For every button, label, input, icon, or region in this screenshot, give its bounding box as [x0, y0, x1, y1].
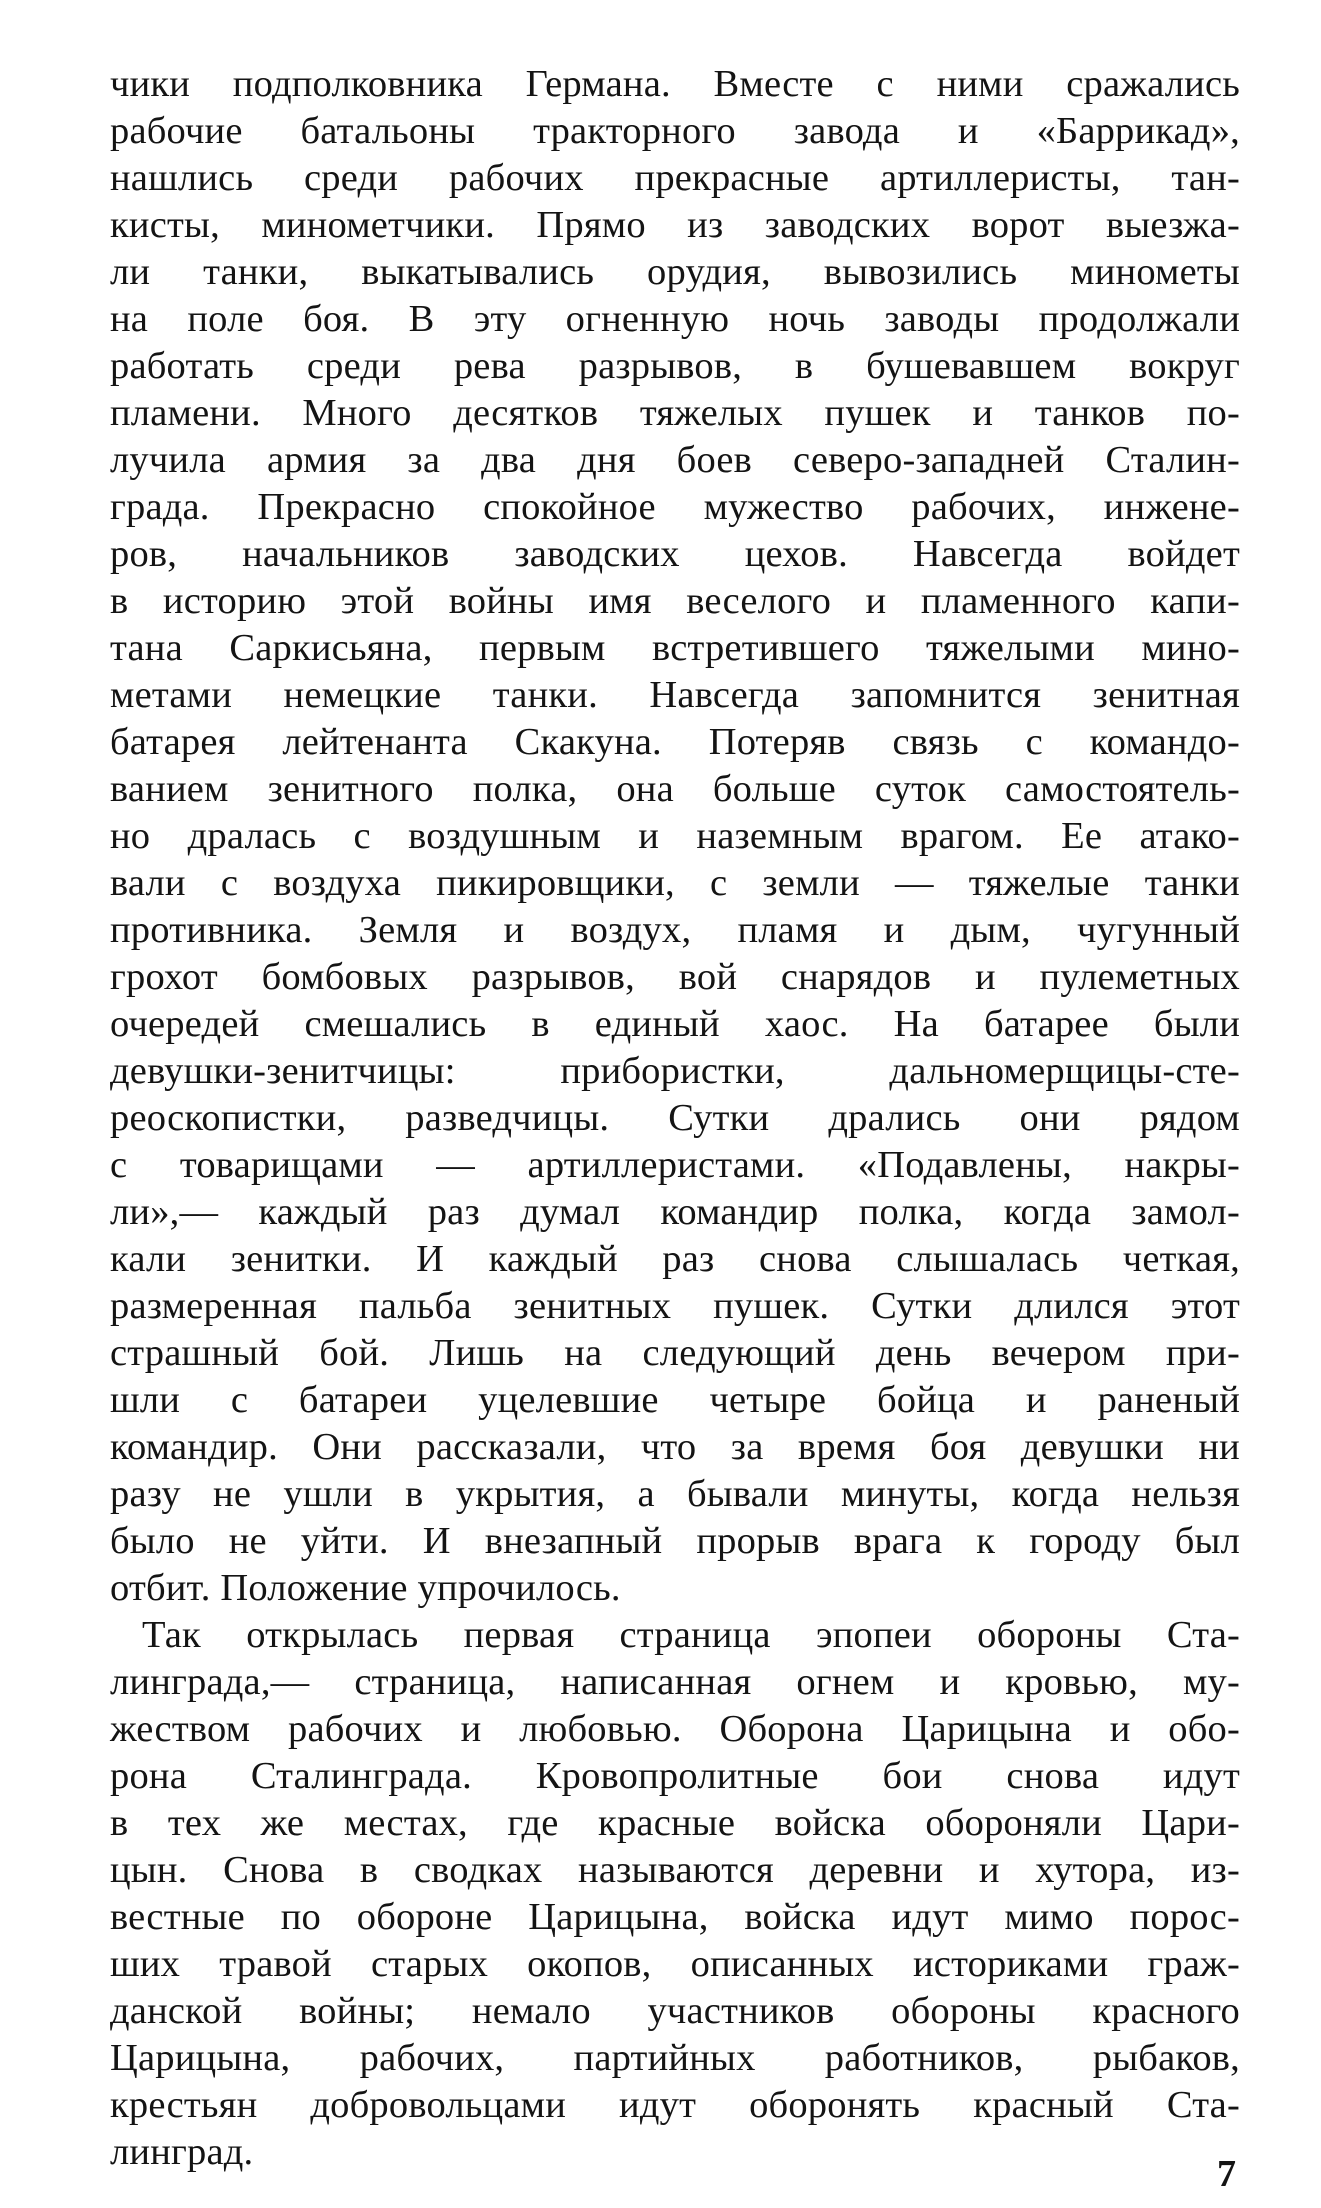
text-line: кисты, минометчики. Прямо из заводских ворот выезжа- — [110, 204, 1240, 246]
text-line: девушки-зенитчицы: прибористки, дальномерщицы-сте- — [110, 1050, 1240, 1092]
text-line: данской войны; немало участников обороны красного — [110, 1990, 1240, 2032]
text-line: вали с воздуха пикировщики, с земли — тяжелые танки — [110, 862, 1240, 904]
text-line: работать среди рева разрывов, в бушевавшем вокруг — [110, 345, 1240, 387]
text-line: чики подполковника Германа. Вместе с ними сражались — [110, 63, 1240, 105]
text-line: вестные по обороне Царицына, войска идут мимо порос- — [110, 1896, 1240, 1938]
text-line: ли танки, выкатывались орудия, вывозились минометы — [110, 251, 1240, 293]
text-line: метами немецкие танки. Навсегда запомнится зенитная — [110, 674, 1240, 716]
text-line: Так открылась первая страница эпопеи обороны Ста- — [142, 1614, 1240, 1656]
text-line: отбит. Положение упрочилось. — [110, 1567, 621, 1609]
text-line: лучила армия за два дня боев северо-западней Сталин- — [110, 439, 1240, 481]
text-line: реоскопистки, разведчицы. Сутки дрались они рядом — [110, 1097, 1240, 1139]
text-line: тана Саркисьяна, первым встретившего тяжелыми мино- — [110, 627, 1240, 669]
text-line: шли с батареи уцелевшие четыре бойца и раненый — [110, 1379, 1240, 1421]
text-line: Царицына, рабочих, партийных работников, рыбаков, — [110, 2037, 1240, 2079]
text-line: нашлись среди рабочих прекрасные артиллеристы, тан- — [110, 157, 1240, 199]
text-line: кали зенитки. И каждый раз снова слышалась четкая, — [110, 1238, 1240, 1280]
text-line: в тех же местах, где красные войска обороняли Цари- — [110, 1802, 1240, 1844]
text-line: линграда,— страница, написанная огнем и кровью, му- — [110, 1661, 1240, 1703]
text-line: рона Сталинграда. Кровопролитные бои снова идут — [110, 1755, 1240, 1797]
text-line: командир. Они рассказали, что за время боя девушки ни — [110, 1426, 1240, 1468]
text-line: рабочие батальоны тракторного завода и «Баррикад», — [110, 110, 1240, 152]
text-line: ров, начальников заводских цехов. Навсегда войдет — [110, 533, 1240, 575]
text-line: размеренная пальба зенитных пушек. Сутки длился этот — [110, 1285, 1240, 1327]
text-line: ших травой старых окопов, описанных историками граж- — [110, 1943, 1240, 1985]
text-line: на поле боя. В эту огненную ночь заводы продолжали — [110, 298, 1240, 340]
text-line: линград. — [110, 2131, 254, 2173]
page-number: 7 — [1217, 2153, 1236, 2195]
text-line: града. Прекрасно спокойное мужество рабочих, инжене- — [110, 486, 1240, 528]
text-line: но дралась с воздушным и наземным врагом. Ее атако- — [110, 815, 1240, 857]
text-line: пламени. Много десятков тяжелых пушек и танков по- — [110, 392, 1240, 434]
text-line: противника. Земля и воздух, пламя и дым, чугунный — [110, 909, 1240, 951]
text-line: с товарищами — артиллеристами. «Подавлены, накры- — [110, 1144, 1240, 1186]
text-line: ли»,— каждый раз думал командир полка, когда замол- — [110, 1191, 1240, 1233]
text-line: в историю этой войны имя веселого и пламенного капи- — [110, 580, 1240, 622]
text-line: батарея лейтенанта Скакуна. Потеряв связь с командо- — [110, 721, 1240, 763]
text-line: очередей смешались в единый хаос. На батарее были — [110, 1003, 1240, 1045]
text-line: было не уйти. И внезапный прорыв врага к городу был — [110, 1520, 1240, 1562]
text-line: страшный бой. Лишь на следующий день вечером при- — [110, 1332, 1240, 1374]
text-line: цын. Снова в сводках называются деревни и хутора, из- — [110, 1849, 1240, 1891]
text-line: ванием зенитного полка, она больше суток самостоятель- — [110, 768, 1240, 810]
text-line: крестьян добровольцами идут оборонять красный Ста- — [110, 2084, 1240, 2126]
text-line: разу не ушли в укрытия, а бывали минуты, когда нельзя — [110, 1473, 1240, 1515]
text-line: грохот бомбовых разрывов, вой снарядов и пулеметных — [110, 956, 1240, 998]
text-line: жеством рабочих и любовью. Оборона Царицына и обо- — [110, 1708, 1240, 1750]
